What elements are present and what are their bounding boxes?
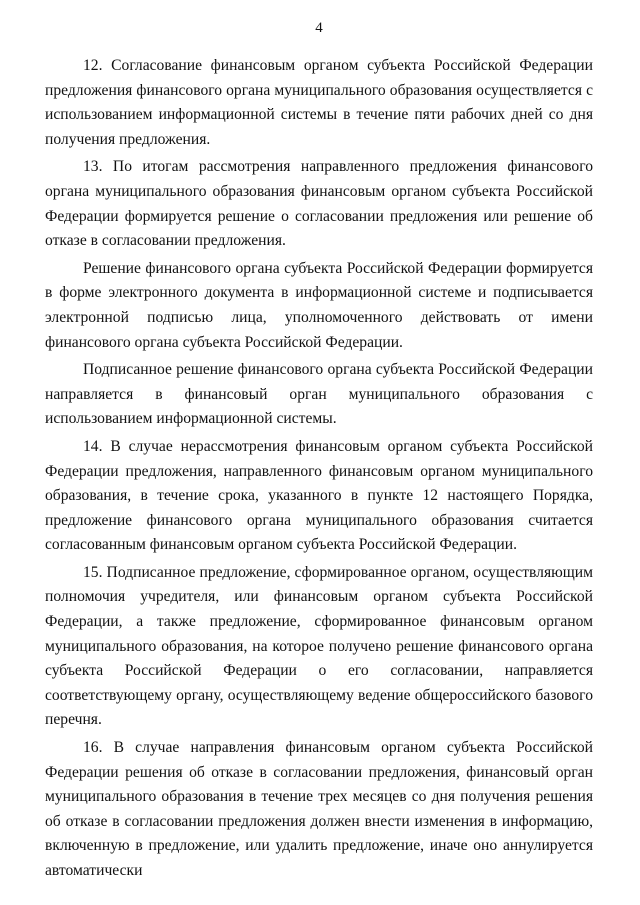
paragraph-16: 16. В случае направления финансовым органом субъекта Российской Федерации решения об отказе в согласовании предложения, финансовый орган муниципального образования в течение трех месяцев со дня получения решения об отказе в согласовании предложения должен внести изменения в информацию, включенную в предложение, или удалить предложение, иначе оно аннулируется автоматически (45, 739, 593, 879)
paragraph-13-signed: Подписанное решение финансового органа субъекта Российской Федерации направляется в финансовый орган муниципального образования с использованием информационной системы. (45, 361, 593, 428)
paragraph-13: 13. По итогам рассмотрения направленного предложения финансового органа муниципального образования финансовым органом субъекта Российской Федерации формируется решение о согласовании предложения или решение об отказе в согласовании предложения. (45, 158, 593, 250)
page-number: 4 (315, 20, 323, 36)
paragraph-14: 14. В случае нерассмотрения финансовым органом субъекта Российской Федерации предложения, направленного финансовым органом муниципального образования, в течение срока, указанного в пункте 12 настоящего Порядка, предложение финансового органа муниципального образования считается согласованным финансовым органом субъекта Российской Федерации. (45, 437, 593, 554)
paragraph-12: 12. Согласование финансовым органом субъекта Российской Федерации предложения финансового органа муниципального образования осуществляется с использованием информационной системы в течение пяти рабочих дней со дня получения предложения. (45, 57, 593, 148)
paragraph-15: 15. Подписанное предложение, сформированное органом, осуществляющим полномочия учредителя, или финансовым органом субъекта Российской Федерации, а также предложение, сформированное финансовым органом муниципального образования, на которое получено решение финансового органа субъекта Российской Федерации о его согласовании, направляется соответствующему органу, осуществляющему ведение общероссийского базового перечня. (45, 563, 593, 729)
paragraph-13-decision: Решение финансового органа субъекта Российской Федерации формируется в форме электронного документа в информационной системе и подписывается электронной подписью лица, уполномоченного действовать от имени финансового органа субъекта Российской Федерации. (45, 259, 593, 351)
document-body (45, 54, 593, 884)
